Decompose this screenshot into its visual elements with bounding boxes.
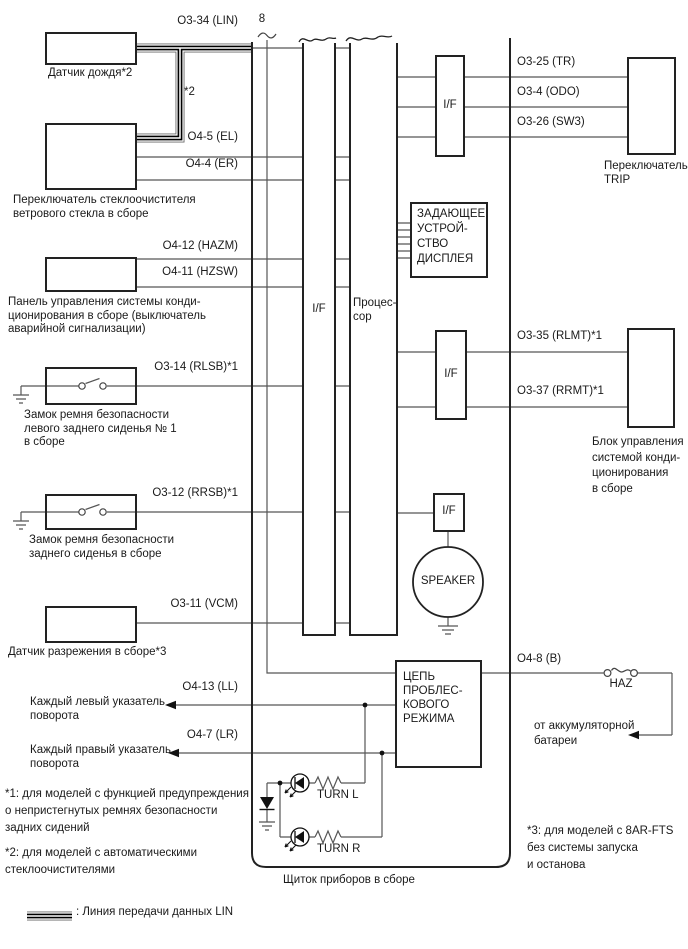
- footnote-3: *3: для моделей с 8AR-FTS без системы запуска и останова: [527, 825, 674, 871]
- speaker-label: SPEAKER: [420, 575, 476, 587]
- ac-control-unit-box: [627, 328, 675, 428]
- ground-symbol-diode: [259, 822, 275, 830]
- pin-label-hzsw: O4-11 (HZSW): [162, 266, 238, 278]
- pin-label-rlmt: O3-35 (RLMT)*1: [517, 330, 602, 342]
- legend-lin-text: : Линия передачи данных LIN: [76, 906, 234, 918]
- diode-symbol: [260, 797, 275, 810]
- pin-label-er: O4-4 (ER): [185, 158, 238, 170]
- haz-contact-a: [604, 670, 611, 677]
- vacuum-sensor-box: [45, 606, 137, 643]
- rear-left-belt-box: [45, 367, 137, 405]
- right-signal-wires: [397, 77, 627, 626]
- ac-panel-caption: Панель управления системы конди- ционирования в сборе (выключатель аварийной сигнализации): [8, 296, 207, 335]
- pin-label-odo: O3-4 (ODO): [517, 86, 580, 98]
- resistor-turn-r: [315, 831, 341, 843]
- cluster-caption: Щиток приборов в сборе: [283, 874, 415, 886]
- pin-label-lin: O3-34 (LIN): [177, 15, 238, 27]
- bundle-wire-break: [258, 33, 276, 38]
- display-device-label: ЗАДАЮЩЕЕ УСТРОЙ- СТВО ДИСПЛЕЯ: [417, 208, 486, 265]
- if-bar-label: I/F: [312, 303, 326, 315]
- processor-bar: [346, 36, 397, 635]
- display-bus-stubs: [397, 223, 410, 258]
- haz-switch-blade: [612, 668, 631, 672]
- haz-contact-b: [631, 670, 638, 677]
- rain-sensor-caption: Датчик дождя*2: [48, 67, 133, 79]
- rear-belt-box: [45, 494, 137, 530]
- rear-belt-caption: Замок ремня безопасности заднего сиденья в сборе: [29, 534, 175, 560]
- junction-dots: [278, 703, 385, 786]
- pin-label-hazm: O4-12 (HAZM): [162, 240, 238, 252]
- turn-r-label: TURN R: [317, 843, 361, 855]
- pin-label-lr: O4-7 (LR): [186, 729, 238, 741]
- pin-label-rlsb: O3-14 (RLSB)*1: [154, 361, 238, 373]
- pin-label-b: O4-8 (B): [517, 653, 562, 665]
- if-top-label: I/F: [443, 99, 457, 111]
- star2-marker: *2: [184, 86, 195, 98]
- pin-label-vcm: O3-11 (VCM): [170, 598, 238, 610]
- pin-label-rrsb: O3-12 (RRSB)*1: [152, 487, 238, 499]
- if-mid-label: I/F: [444, 368, 458, 380]
- pin-label-el: O4-5 (EL): [187, 131, 238, 143]
- haz-label: HAZ: [609, 678, 633, 690]
- resistor-turn-l: [315, 777, 341, 789]
- turn-r-lamp-icon: [285, 828, 309, 851]
- if-speaker-label: I/F: [442, 505, 456, 517]
- pin-label-tr: O3-25 (TR): [517, 56, 576, 68]
- turn-l-lamp-icon: [285, 774, 309, 797]
- pin-label-ll: O4-13 (LL): [182, 681, 238, 693]
- processor-label: Процес- сор: [353, 297, 397, 323]
- bundle-wire-8: [267, 40, 395, 673]
- flasher-circuit-label: ЦЕПЬ ПРОБЛЕС- КОВОГО РЕЖИМА: [403, 671, 463, 725]
- bundle-ref-label: 8: [258, 13, 266, 25]
- ground-symbol-speaker: [438, 626, 458, 634]
- if-bar: [299, 38, 336, 635]
- footnote-1: *1: для моделей с функцией предупреждения о непристегнутых ремнях безопасности задних сидений: [5, 788, 249, 834]
- wiper-switch-box: [45, 123, 137, 190]
- trip-switch-caption: Переключатель TRIP: [604, 160, 688, 186]
- wiper-switch-caption: Переключатель стеклоочистителя ветрового стекла в сборе: [13, 194, 196, 220]
- rain-sensor-box: [45, 32, 137, 65]
- vacuum-sensor-caption: Датчик разрежения в сборе*3: [8, 646, 167, 658]
- pin-label-rrmt: O3-37 (RRMT)*1: [517, 385, 604, 397]
- rear-left-belt-caption: Замок ремня безопасности левого заднего сиденья № 1 в сборе: [24, 409, 177, 448]
- turn-left-caption: Каждый левый указатель поворота: [30, 696, 166, 722]
- turn-right-caption: Каждый правый указатель поворота: [30, 744, 171, 770]
- turn-left-arrow: [165, 701, 176, 709]
- ac-panel-box: [45, 257, 137, 292]
- ground-symbol-belt2: [13, 521, 29, 529]
- pin-label-sw3: O3-26 (SW3): [517, 116, 585, 128]
- lin-data-line: [137, 48, 253, 138]
- trip-switch-box: [627, 57, 676, 155]
- footnote-2: *2: для моделей с автоматическими стеклоочистителями: [5, 847, 197, 876]
- ac-control-unit-caption: Блок управления системой конди- ционирования в сборе: [592, 436, 684, 495]
- turn-l-label: TURN L: [317, 789, 359, 801]
- battery-caption: от аккумуляторной батареи: [534, 720, 635, 747]
- ground-symbol-belt1: [13, 395, 29, 403]
